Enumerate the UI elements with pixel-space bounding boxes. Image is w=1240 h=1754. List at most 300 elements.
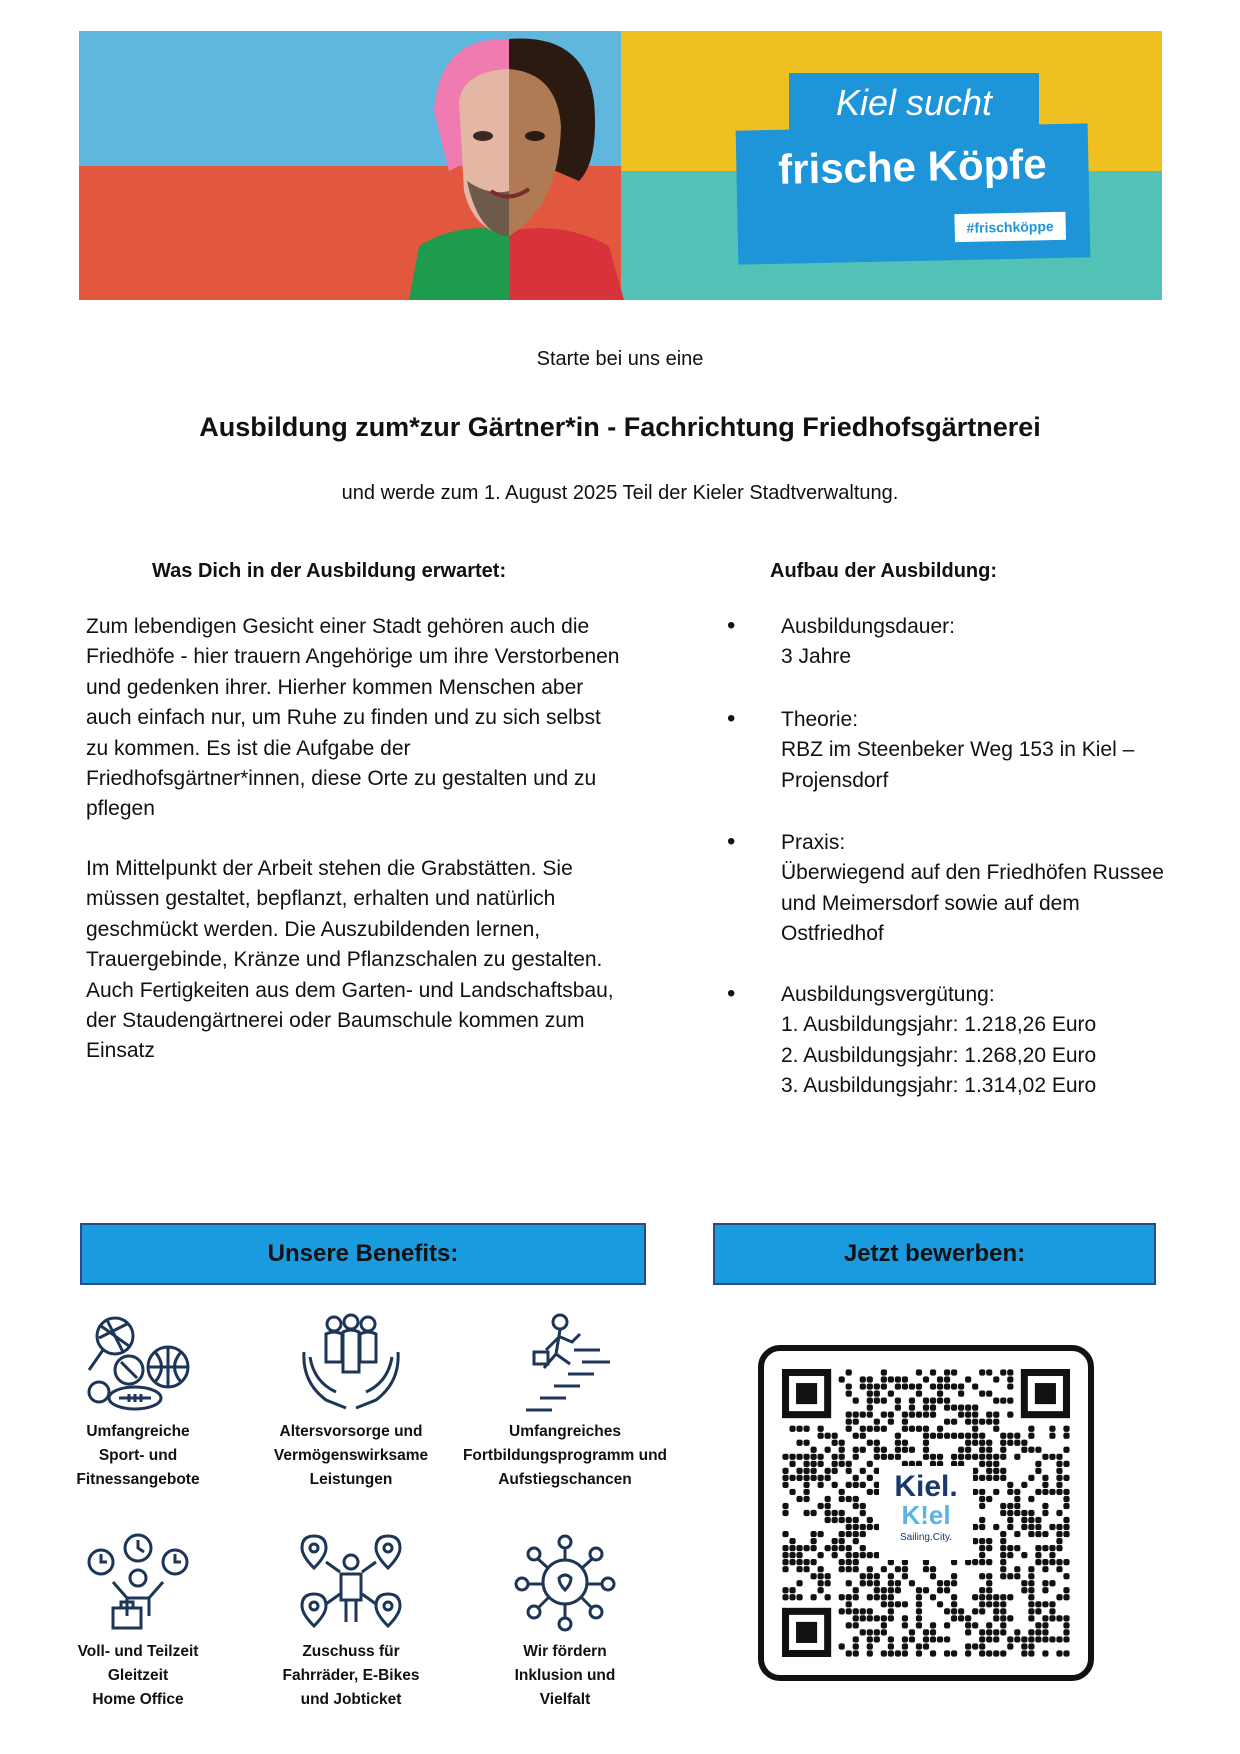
qr-module (951, 1369, 957, 1375)
qr-module (839, 1447, 845, 1453)
sports-balls-icon (83, 1312, 193, 1412)
qr-module (1056, 1650, 1062, 1656)
qr-module (958, 1390, 964, 1396)
qr-module (803, 1510, 809, 1516)
benefit-label-line: Wir fördern (523, 1643, 607, 1660)
qr-module (803, 1482, 809, 1488)
qr-module (832, 1461, 838, 1467)
qr-module (902, 1601, 908, 1607)
qr-module (1049, 1426, 1055, 1432)
qr-module (803, 1566, 809, 1572)
qr-module (796, 1468, 802, 1474)
qr-module (958, 1433, 964, 1439)
qr-module (958, 1447, 964, 1453)
qr-module (825, 1433, 831, 1439)
qr-module (832, 1545, 838, 1551)
qr-module (916, 1594, 922, 1600)
qr-module (1021, 1517, 1027, 1523)
qr-module (944, 1622, 950, 1628)
benefit-training (460, 1312, 670, 1492)
qr-module (1056, 1454, 1062, 1460)
qr-module (1000, 1552, 1006, 1558)
qr-module (846, 1594, 852, 1600)
qr-module (832, 1538, 838, 1544)
qr-module (944, 1608, 950, 1614)
qr-module (1028, 1573, 1034, 1579)
qr-module (789, 1594, 795, 1600)
qr-module (916, 1412, 922, 1418)
qr-module (1035, 1622, 1041, 1628)
qr-module (874, 1419, 880, 1425)
qr-module (860, 1615, 866, 1621)
qr-module (1056, 1524, 1062, 1530)
qr-module (923, 1629, 929, 1635)
qr-module (1000, 1468, 1006, 1474)
qr-module (789, 1587, 795, 1593)
qr-module (1007, 1503, 1013, 1509)
qr-module (993, 1376, 999, 1382)
qr-module (979, 1636, 985, 1642)
qr-module (951, 1615, 957, 1621)
qr-module (867, 1489, 873, 1495)
qr-module (888, 1643, 894, 1649)
qr-module (818, 1426, 824, 1432)
qr-module (1028, 1601, 1034, 1607)
qr-module (916, 1587, 922, 1593)
qr-module (895, 1447, 901, 1453)
qr-module (867, 1629, 873, 1635)
qr-module (867, 1426, 873, 1432)
qr-module (979, 1433, 985, 1439)
structure-item-label: Theorie: (781, 708, 859, 731)
qr-module (1021, 1447, 1027, 1453)
benefit-label-line: Vielfalt (539, 1691, 591, 1708)
qr-module (902, 1419, 908, 1425)
qr-module (993, 1454, 999, 1460)
qr-module (1000, 1629, 1006, 1635)
qr-module (930, 1594, 936, 1600)
qr-module (895, 1405, 901, 1411)
qr-module (1063, 1489, 1069, 1495)
qr-module (789, 1545, 795, 1551)
qr-module (881, 1454, 887, 1460)
qr-module (796, 1454, 802, 1460)
qr-module (1049, 1608, 1055, 1614)
qr-module (860, 1524, 866, 1530)
qr-module (979, 1454, 985, 1460)
qr-module (846, 1412, 852, 1418)
banner-slogan-line1: Kiel sucht (789, 73, 1039, 133)
qr-module (825, 1496, 831, 1502)
qr-module (923, 1397, 929, 1403)
qr-module (909, 1397, 915, 1403)
qr-module (965, 1447, 971, 1453)
qr-module (810, 1510, 816, 1516)
people-hands-icon (296, 1312, 406, 1412)
qr-module (867, 1405, 873, 1411)
qr-module (958, 1412, 964, 1418)
qr-module (874, 1636, 880, 1642)
qr-module (902, 1412, 908, 1418)
qr-module (1007, 1383, 1013, 1389)
qr-module (846, 1468, 852, 1474)
qr-module (923, 1636, 929, 1642)
qr-module (853, 1475, 859, 1481)
qr-module (1042, 1510, 1048, 1516)
qr-module (846, 1369, 852, 1375)
qr-module (874, 1629, 880, 1635)
qr-module (832, 1468, 838, 1474)
qr-module (1000, 1538, 1006, 1544)
benefit-label-line: Fahrräder, E-Bikes (282, 1667, 420, 1684)
qr-module (825, 1510, 831, 1516)
qr-module (853, 1608, 859, 1614)
qr-module (789, 1475, 795, 1481)
qr-module (972, 1622, 978, 1628)
qr-module (867, 1650, 873, 1656)
qr-module (789, 1552, 795, 1558)
qr-module (853, 1496, 859, 1502)
clocks-person-icon (83, 1532, 193, 1632)
qr-module (832, 1510, 838, 1516)
benefit-label-line: Umfangreiches (509, 1423, 621, 1440)
qr-module (867, 1517, 873, 1523)
qr-module (1021, 1587, 1027, 1593)
qr-module (1063, 1615, 1069, 1621)
qr-module (1035, 1489, 1041, 1495)
qr-module (902, 1383, 908, 1389)
qr-module (846, 1608, 852, 1614)
qr-module (867, 1594, 873, 1600)
qr-module (810, 1468, 816, 1474)
qr-module (789, 1454, 795, 1460)
qr-module (930, 1397, 936, 1403)
qr-module (867, 1383, 873, 1389)
qr-module (909, 1426, 915, 1432)
qr-module (937, 1601, 943, 1607)
qr-module (810, 1594, 816, 1600)
qr-module (958, 1454, 964, 1460)
qr-module (1021, 1650, 1027, 1656)
qr-module (1028, 1496, 1034, 1502)
qr-module (1056, 1538, 1062, 1544)
qr-module (867, 1636, 873, 1642)
qr-module (895, 1383, 901, 1389)
qr-module (944, 1636, 950, 1642)
qr-module (1000, 1433, 1006, 1439)
qr-module (846, 1390, 852, 1396)
qr-module (1049, 1559, 1055, 1565)
qr-module (979, 1369, 985, 1375)
qr-module (923, 1412, 929, 1418)
qr-module (1049, 1433, 1055, 1439)
qr-module (1035, 1608, 1041, 1614)
qr-module (944, 1369, 950, 1375)
qr-module (916, 1643, 922, 1649)
qr-module (937, 1587, 943, 1593)
qr-module (930, 1412, 936, 1418)
qr-module (803, 1545, 809, 1551)
qr-module (916, 1650, 922, 1656)
qr-module (1028, 1517, 1034, 1523)
qr-module (993, 1419, 999, 1425)
bullet-icon: • (727, 705, 736, 732)
qr-module (1028, 1587, 1034, 1593)
structure-item-value: 3 Jahre (781, 645, 852, 669)
qr-module (944, 1397, 950, 1403)
qr-module (1042, 1454, 1048, 1460)
qr-module (888, 1615, 894, 1621)
qr-module (993, 1475, 999, 1481)
qr-module (979, 1461, 985, 1467)
qr-module (937, 1397, 943, 1403)
qr-module (1042, 1482, 1048, 1488)
qr-module (965, 1419, 971, 1425)
qr-module (979, 1552, 985, 1558)
qr-module (993, 1468, 999, 1474)
qr-module (1063, 1447, 1069, 1453)
qr-module (867, 1412, 873, 1418)
qr-module (902, 1573, 908, 1579)
benefit-worktime (38, 1532, 238, 1712)
qr-module (846, 1552, 852, 1558)
qr-module (1000, 1447, 1006, 1453)
qr-module (1021, 1552, 1027, 1558)
qr-module (923, 1643, 929, 1649)
qr-module (958, 1615, 964, 1621)
qr-module (825, 1573, 831, 1579)
qr-module (1000, 1601, 1006, 1607)
qr-module (1042, 1503, 1048, 1509)
qr-module (916, 1622, 922, 1628)
qr-module (825, 1594, 831, 1600)
qr-module (810, 1461, 816, 1467)
qr-module (902, 1650, 908, 1656)
qr-module (986, 1468, 992, 1474)
qr-module (937, 1426, 943, 1432)
qr-module (965, 1376, 971, 1382)
qr-module (944, 1376, 950, 1382)
salary-year-2: 2. Ausbildungsjahr: 1.268,20 Euro (781, 1043, 1097, 1067)
qr-module (796, 1580, 802, 1586)
qr-module (979, 1573, 985, 1579)
qr-module (1007, 1397, 1013, 1403)
qr-module (860, 1608, 866, 1614)
qr-module (839, 1545, 845, 1551)
qr-module (810, 1454, 816, 1460)
qr-module (1000, 1545, 1006, 1551)
qr-module (1021, 1440, 1027, 1446)
qr-module (860, 1376, 866, 1382)
qr-module (895, 1454, 901, 1460)
qr-module (1063, 1524, 1069, 1530)
qr-module (923, 1454, 929, 1460)
qr-module (881, 1383, 887, 1389)
qr-module (972, 1412, 978, 1418)
qr-module (1000, 1475, 1006, 1481)
qr-module (979, 1608, 985, 1614)
qr-module (1014, 1454, 1020, 1460)
qr-module (902, 1447, 908, 1453)
qr-module (1000, 1440, 1006, 1446)
qr-module (1056, 1559, 1062, 1565)
qr-module (803, 1496, 809, 1502)
expectations-paragraph-2: Im Mittelpunkt der Arbeit stehen die Grabstätten. Sie müssen gestaltet, bepflanzt, erhalten und natürlich geschmückt werden. Die Auszubildenden lernen, Trauergebinde, Kränze und Pflanzschalen zu gestalten. Auch Fertigkeiten aus dem Garten- und Landschaftsbau, der Staudengärtnerei oder Baumschule kommen zum Einsatz (86, 857, 614, 1063)
benefit-label-line: Altersvorsorge und (279, 1423, 423, 1440)
qr-module (1063, 1426, 1069, 1432)
qr-module (1049, 1524, 1055, 1530)
qr-module (909, 1580, 915, 1586)
qr-module (853, 1454, 859, 1460)
qr-module (888, 1594, 894, 1600)
qr-module (979, 1517, 985, 1523)
qr-module (782, 1594, 788, 1600)
structure-item-value: Überwiegend auf den Friedhöfen Russee und Meimersdorf sowie auf dem Ostfriedhof (781, 861, 1164, 946)
qr-module (1042, 1629, 1048, 1635)
qr-module (860, 1531, 866, 1537)
qr-module (789, 1461, 795, 1467)
benefit-label-line: Vermögenswirksame (273, 1447, 429, 1464)
qr-module (1049, 1580, 1055, 1586)
kiel-logo-tagline: Sailing.City. (899, 1532, 953, 1543)
qr-module (1063, 1650, 1069, 1656)
qr-module (1042, 1636, 1048, 1642)
qr-module (846, 1524, 852, 1530)
qr-module (874, 1390, 880, 1396)
structure-item-value: RBZ im Steenbeker Weg 153 in Kiel – Projensdorf (781, 738, 1135, 792)
qr-module (860, 1433, 866, 1439)
qr-module (1056, 1461, 1062, 1467)
qr-module (1056, 1545, 1062, 1551)
qr-module (803, 1426, 809, 1432)
qr-module (1028, 1608, 1034, 1614)
qr-module (888, 1580, 894, 1586)
qr-module (874, 1615, 880, 1621)
qr-module (902, 1566, 908, 1572)
qr-module (895, 1601, 901, 1607)
qr-module (881, 1622, 887, 1628)
salary-year-1: 1. Ausbildungsjahr: 1.218,26 Euro (781, 1013, 1097, 1037)
qr-module (818, 1587, 824, 1593)
qr-module (839, 1496, 845, 1502)
qr-module (1056, 1531, 1062, 1537)
qr-module (951, 1383, 957, 1389)
qr-module (1000, 1559, 1006, 1565)
apply-heading: Jetzt bewerben: (713, 1223, 1156, 1285)
qr-module (839, 1566, 845, 1572)
qr-module (972, 1440, 978, 1446)
qr-module (810, 1559, 816, 1565)
qr-module (986, 1622, 992, 1628)
qr-module (825, 1517, 831, 1523)
qr-module (860, 1629, 866, 1635)
qr-module (902, 1622, 908, 1628)
qr-module (972, 1383, 978, 1389)
qr-finder-center (1035, 1383, 1056, 1404)
inclusion-circle-icon (510, 1532, 620, 1632)
qr-module (1063, 1517, 1069, 1523)
qr-module (937, 1636, 943, 1642)
qr-module (867, 1397, 873, 1403)
qr-module (1035, 1531, 1041, 1537)
qr-module (993, 1489, 999, 1495)
qr-module (972, 1643, 978, 1649)
qr-module (846, 1383, 852, 1389)
qr-module (853, 1412, 859, 1418)
qr-module (860, 1510, 866, 1516)
benefits-heading: Unsere Benefits: (80, 1223, 646, 1285)
qr-module (930, 1383, 936, 1389)
qr-module (881, 1566, 887, 1572)
qr-module (796, 1440, 802, 1446)
qr-module (1007, 1510, 1013, 1516)
qr-module (1028, 1524, 1034, 1530)
qr-module (909, 1447, 915, 1453)
qr-module (1063, 1636, 1069, 1642)
qr-module (965, 1433, 971, 1439)
qr-module (1035, 1636, 1041, 1642)
qr-module (867, 1440, 873, 1446)
qr-module (846, 1566, 852, 1572)
qr-module (796, 1426, 802, 1432)
qr-module (1007, 1369, 1013, 1375)
qr-module (1007, 1412, 1013, 1418)
application-qr-code[interactable] (758, 1345, 1094, 1681)
qr-module (1007, 1594, 1013, 1600)
salary-year-3: 3. Ausbildungsjahr: 1.314,02 Euro (781, 1074, 1097, 1098)
qr-module (1035, 1552, 1041, 1558)
qr-module (958, 1405, 964, 1411)
qr-module (1000, 1594, 1006, 1600)
qr-module (860, 1482, 866, 1488)
qr-module (881, 1629, 887, 1635)
qr-module (1056, 1615, 1062, 1621)
bullet-icon: • (727, 980, 736, 1007)
qr-module (951, 1573, 957, 1579)
qr-module (951, 1433, 957, 1439)
qr-module (1007, 1482, 1013, 1488)
qr-module (993, 1397, 999, 1403)
qr-module (825, 1580, 831, 1586)
page-title: Ausbildung zum*zur Gärtner*in - Fachrichtung Friedhofsgärtnerei (199, 412, 1041, 442)
qr-module (986, 1650, 992, 1656)
qr-module (1035, 1447, 1041, 1453)
qr-module (951, 1454, 957, 1460)
header-banner (79, 31, 1162, 300)
qr-module (944, 1405, 950, 1411)
qr-module (1028, 1566, 1034, 1572)
qr-module (1063, 1531, 1069, 1537)
banner-hashtag: #frischköppe (954, 212, 1066, 242)
qr-module (803, 1454, 809, 1460)
qr-module (895, 1566, 901, 1572)
qr-module (1042, 1601, 1048, 1607)
qr-module (944, 1650, 950, 1656)
qr-module (979, 1503, 985, 1509)
qr-module (853, 1538, 859, 1544)
qr-module (930, 1369, 936, 1375)
qr-module (1049, 1489, 1055, 1495)
qr-module (1000, 1566, 1006, 1572)
qr-module (1042, 1622, 1048, 1628)
qr-module (979, 1440, 985, 1446)
qr-module (951, 1608, 957, 1614)
qr-module (930, 1573, 936, 1579)
qr-module (839, 1510, 845, 1516)
qr-module (888, 1601, 894, 1607)
qr-module (979, 1643, 985, 1649)
qr-module (979, 1559, 985, 1565)
